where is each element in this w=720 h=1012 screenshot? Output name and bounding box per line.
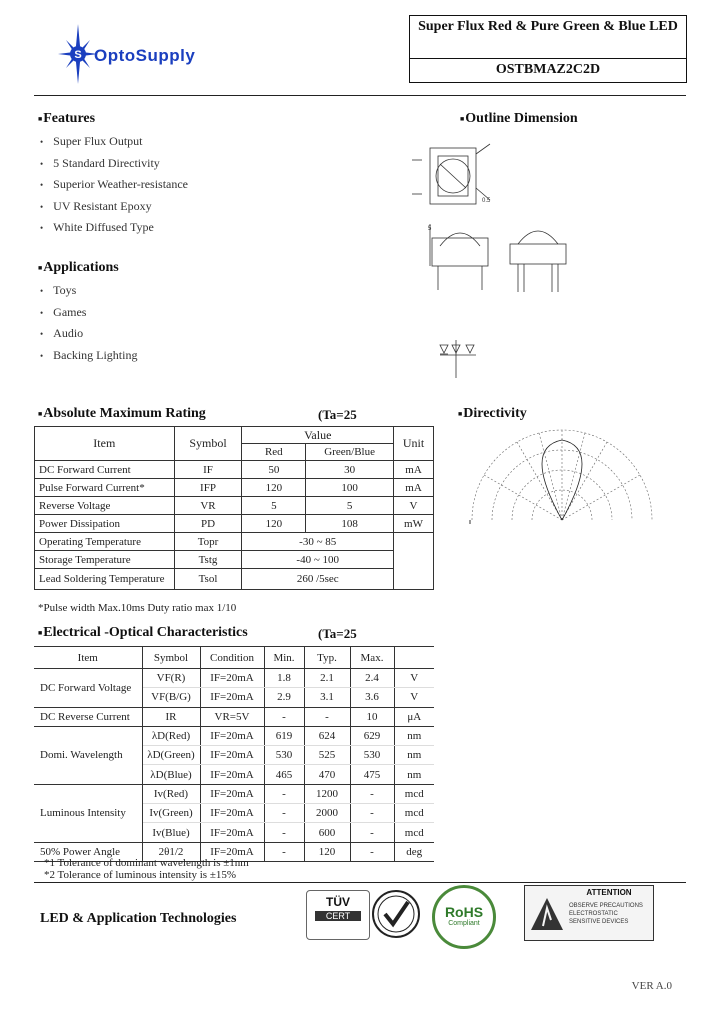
esd-line: SENSITIVE DEVICES — [569, 919, 629, 925]
list-item: • UV Resistant Epoxy — [40, 199, 188, 221]
svg-text:0.5: 0.5 — [482, 198, 491, 204]
list-item: • Superior Weather-resistance — [40, 177, 188, 199]
abs-max-heading: ■ Absolute Maximum Rating — [38, 406, 206, 422]
table-row: Luminous Intensity Iv(Red) IF=20mA - 1200 - mcd — [34, 784, 434, 803]
outline-heading: ■ Outline Dimension — [460, 111, 578, 127]
features-list — [40, 134, 188, 242]
header-rule — [34, 95, 686, 96]
header-symbol: Symbol — [174, 427, 242, 461]
tuv-text: TÜV — [326, 895, 350, 909]
esd-line: OBSERVE PRECAUTIONS — [569, 903, 643, 909]
tuv-cert-logo — [306, 890, 370, 940]
header-green-blue: Green/Blue — [306, 444, 394, 461]
header-min: Min. — [264, 647, 304, 669]
eo-table — [34, 646, 434, 862]
title-box — [409, 15, 687, 83]
rohs-sub-text: Compliant — [448, 920, 480, 927]
logo-star-icon — [58, 24, 98, 84]
svg-text:S: S — [74, 49, 82, 61]
header-typ: Typ. — [304, 647, 350, 669]
table-row: Storage Temperature Tstg -40 ~ 100 — [35, 551, 434, 569]
list-item: • 5 Standard Directivity — [40, 156, 188, 178]
table-row: DC Forward Voltage VF(R) IF=20mA 1.8 2.1 2.4 V — [34, 669, 434, 688]
rohs-text: RoHS — [444, 904, 484, 920]
list-item: • Games — [40, 305, 137, 327]
header-item: Item — [35, 427, 175, 461]
abs-max-table — [34, 426, 434, 590]
table-row: DC Forward Current IF 50 30 mA — [35, 461, 434, 479]
header-item: Item — [34, 647, 142, 669]
directivity-polar-diagram — [462, 428, 662, 528]
list-item: • White Diffused Type — [40, 220, 188, 242]
esd-title: ATTENTION — [586, 888, 632, 897]
table-row: Pulse Forward Current* IFP 120 100 mA — [35, 479, 434, 497]
table-row: Iv(Blue) IF=20mA - 600 - mcd — [34, 823, 434, 842]
table-row: λD(Blue) IF=20mA 465 470 475 nm — [34, 765, 434, 784]
applications-heading: ■ Applications — [38, 260, 119, 276]
table-row: Reverse Voltage VR 5 5 V — [35, 497, 434, 515]
header-condition: Condition — [200, 647, 264, 669]
table-row: λD(Green) IF=20mA 530 525 530 nm — [34, 746, 434, 765]
version-label: VER A.0 — [631, 980, 672, 992]
eo-heading: ■ Electrical -Optical Characteristics — [38, 625, 248, 641]
svg-text:5: 5 — [428, 226, 432, 232]
company-name: LED & Application Technologies — [40, 911, 237, 926]
list-item: • Toys — [40, 283, 137, 305]
cert-text: CERT — [315, 911, 361, 921]
esd-attention-label — [524, 885, 654, 941]
table-row: Power Dissipation PD 120 108 mW — [35, 515, 434, 533]
table-row: Domi. Wavelength λD(Red) IF=20mA 619 624 629 nm — [34, 726, 434, 745]
table-row: 50% Power Angle 2θ1/2 IF=20mA - 120 - deg — [34, 842, 434, 861]
eo-note-2: *2 Tolerance of luminous intensity is ±15% — [44, 869, 237, 881]
title-divider — [410, 58, 686, 59]
logo-text: OptoSupply — [94, 46, 196, 65]
list-item: • Audio — [40, 326, 137, 348]
applications-list — [40, 283, 137, 369]
table-row: DC Reverse Current IR VR=5V - - 10 μA — [34, 707, 434, 726]
directivity-heading: ■ Directivity — [458, 406, 527, 422]
eo-condition: (Ta=25 — [318, 626, 357, 641]
esd-line: ELECTROSTATIC — [569, 911, 618, 917]
eo-note-1: *1 Tolerance of dominant wavelength is ±1nm — [44, 857, 249, 869]
part-number: OSTBMAZ2C2D — [495, 62, 601, 77]
list-item: • Backing Lighting — [40, 348, 137, 370]
abs-max-condition: (Ta=25 — [318, 407, 357, 422]
header-max: Max. — [350, 647, 394, 669]
table-row: Operating Temperature Topr -30 ~ 85 — [35, 533, 434, 551]
table-row: Lead Soldering Temperature Tsol 260 /5sec — [35, 569, 434, 590]
outline-dimension-drawing — [410, 140, 590, 380]
footer-rule — [34, 882, 686, 883]
product-title: Super Flux Red & Pure Green & Blue LED — [418, 19, 678, 34]
header-unit: Unit — [394, 427, 434, 461]
table-row: Iv(Green) IF=20mA - 2000 - mcd — [34, 804, 434, 823]
esd-warning-icon — [529, 896, 565, 932]
header-symbol: Symbol — [142, 647, 200, 669]
list-item: • Super Flux Output — [40, 134, 188, 156]
header-value: Value — [242, 427, 394, 444]
header-red: Red — [242, 444, 306, 461]
abs-max-note: *Pulse width Max.10ms Duty ratio max 1/10 — [38, 602, 237, 614]
features-heading: ■ Features — [38, 111, 95, 127]
certification-badge-icon — [370, 888, 422, 945]
table-row: VF(B/G) IF=20mA 2.9 3.1 3.6 V — [34, 688, 434, 707]
rohs-logo — [432, 885, 496, 949]
